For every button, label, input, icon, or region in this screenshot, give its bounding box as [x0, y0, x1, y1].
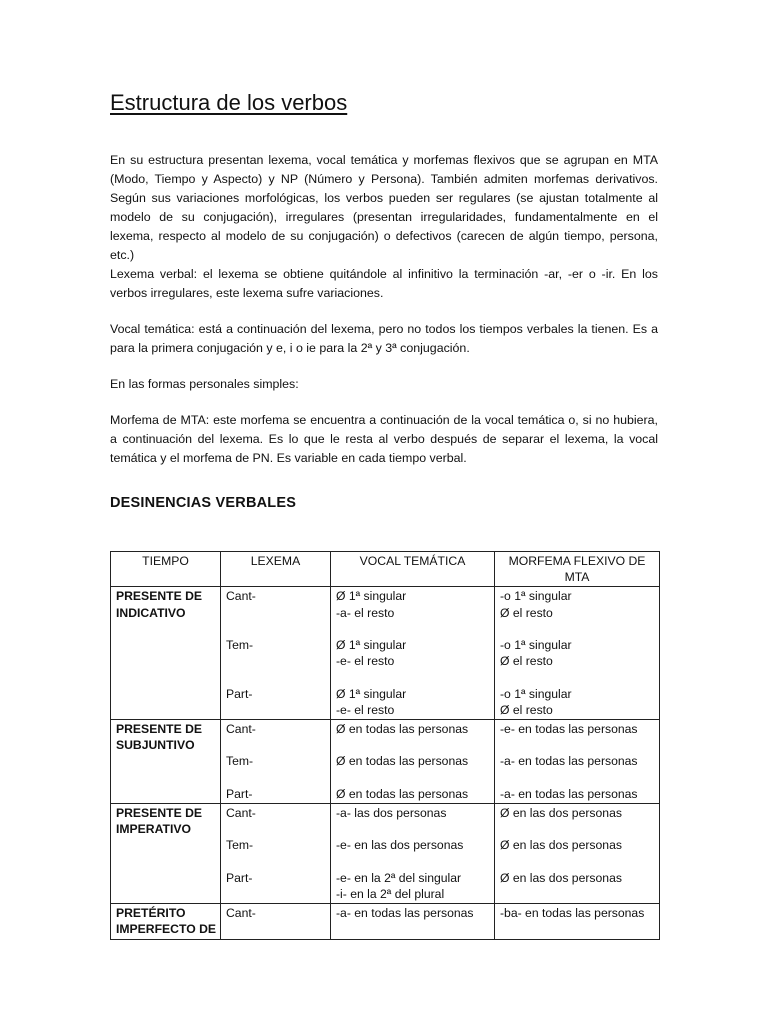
cell-line: Ø 1ª singular: [336, 589, 407, 604]
cell-line: Ø 1ª singular: [336, 686, 407, 701]
cell-line: [500, 854, 654, 870]
cell-line: [226, 770, 325, 786]
cell-line: -a- las dos personas: [336, 805, 447, 820]
cell-line: [336, 737, 489, 753]
cell-line: -a- en todas las personas: [500, 754, 638, 769]
table-row: [111, 803, 660, 903]
cell-vocal: [331, 720, 495, 804]
section-heading: DESINENCIAS VERBALES: [110, 495, 297, 511]
paragraph-structure: En su estructura presentan lexema, vocal temática y morfemas flexivos que se agrupan en MTA (Modo, Tiempo y Aspecto) y NP (Número y Persona). También admiten morfemas derivativos. Según sus variaciones morfológicas, los verbos pueden ser regulares (se ajustan totalmente al modelo de su conjugación), irregulares (presentan irregularidades, fundamentalmente en el lexema, respecto al modelo de su conjugación) o defectivos (carecen de algún tiempo, persona, etc.): [110, 153, 658, 262]
cell-lexema: [221, 587, 331, 720]
cell-tiempo: [111, 720, 221, 804]
cell-line: Ø 1ª singular: [336, 638, 407, 652]
table-row: [111, 904, 660, 939]
cell-line: Cant-: [226, 906, 256, 921]
cell-line: Cant-: [226, 805, 256, 820]
cell-line: [500, 770, 654, 786]
cell-line: [226, 669, 325, 685]
cell-tiempo: [111, 904, 221, 939]
cell-line: [226, 621, 325, 637]
cell-morfema: [495, 904, 660, 939]
table-row: [111, 587, 660, 720]
cell-line: Ø en todas las personas: [336, 754, 469, 769]
cell-vocal: [331, 803, 495, 903]
cell-line: [336, 821, 489, 837]
cell-line: Tem-: [226, 838, 254, 853]
cell-line: PRESENTE DE: [116, 805, 203, 820]
cell-lexema: [221, 720, 331, 804]
cell-line: [226, 605, 325, 621]
cell-line: Ø el resto: [500, 605, 553, 620]
paragraph-lexema: Lexema verbal: el lexema se obtiene quitándole al infinitivo la terminación -ar, -er o -ir. En los verbos irregulares, este lexema sufre variaciones.: [110, 267, 658, 300]
cell-tiempo: [111, 803, 221, 903]
table-row: [111, 720, 660, 804]
desinencias-table: [110, 551, 660, 940]
cell-line: -a- en todas las personas: [336, 906, 474, 921]
cell-line: -a- el resto: [336, 605, 395, 620]
cell-tiempo: [111, 587, 221, 720]
cell-lexema: [221, 904, 331, 939]
header-vocal: VOCAL TEMÁTICA: [331, 552, 495, 587]
body-text: [110, 151, 658, 468]
cell-line: Ø en las dos personas: [500, 838, 622, 853]
header-tiempo: TIEMPO: [111, 552, 221, 587]
cell-line: [226, 653, 325, 669]
cell-line: -e- el resto: [336, 654, 395, 669]
cell-line: Ø en las dos personas: [500, 805, 622, 820]
table-body: [111, 587, 660, 939]
cell-line: -o 1ª singular: [500, 638, 572, 652]
cell-line: -ba- en todas las personas: [500, 906, 645, 921]
cell-line: [500, 621, 654, 637]
cell-vocal: [331, 587, 495, 720]
cell-line: [336, 854, 489, 870]
cell-line: [500, 821, 654, 837]
cell-line: -e- en la 2ª del singular: [336, 870, 462, 885]
cell-vocal: [331, 904, 495, 939]
cell-line: Part-: [226, 870, 253, 885]
cell-line: -o 1ª singular: [500, 589, 572, 604]
cell-lexema: [221, 803, 331, 903]
cell-morfema: [495, 587, 660, 720]
paragraph-formas-personales: En las formas personales simples:: [110, 377, 299, 391]
cell-line: [336, 621, 489, 637]
table-header-row: [111, 552, 660, 587]
cell-morfema: [495, 720, 660, 804]
cell-line: [336, 669, 489, 685]
cell-line: Ø el resto: [500, 654, 553, 669]
header-lexema: LEXEMA: [221, 552, 331, 587]
cell-line: [226, 821, 325, 837]
cell-line: Ø en todas las personas: [336, 722, 469, 736]
cell-line: PRESENTE DE: [116, 722, 203, 736]
cell-line: IMPERFECTO DE: [116, 922, 216, 937]
cell-line: Part-: [226, 786, 253, 801]
cell-line: [500, 737, 654, 753]
cell-line: -e- el resto: [336, 702, 395, 717]
cell-line: [336, 770, 489, 786]
cell-line: [226, 737, 325, 753]
cell-line: -i- en la 2ª del plural: [336, 886, 445, 901]
cell-line: -e- en todas las personas: [500, 722, 638, 736]
cell-line: [500, 669, 654, 685]
cell-line: -e- en las dos personas: [336, 838, 464, 853]
cell-line: PRESENTE DE: [116, 589, 203, 604]
cell-line: Ø en todas las personas: [336, 786, 469, 801]
cell-line: Tem-: [226, 754, 254, 769]
cell-line: PRETÉRITO: [116, 906, 186, 921]
cell-line: -o 1ª singular: [500, 686, 572, 701]
cell-line: Cant-: [226, 589, 256, 604]
cell-line: INDICATIVO: [116, 605, 186, 620]
paragraph-vocal-tematica: Vocal temática: está a continuación del lexema, pero no todos los tiempos verbales la tienen. Es a para la primera conjugación y e, i o ie para la 2ª y 3ª conjugación.: [110, 322, 658, 355]
cell-morfema: [495, 803, 660, 903]
cell-line: IMPERATIVO: [116, 822, 191, 837]
cell-line: [226, 854, 325, 870]
cell-line: Cant-: [226, 722, 256, 736]
cell-line: Ø el resto: [500, 702, 553, 717]
cell-line: SUBJUNTIVO: [116, 738, 195, 753]
cell-line: -a- en todas las personas: [500, 786, 638, 801]
header-morfema: MORFEMA FLEXIVO DE MTA: [495, 552, 660, 587]
cell-line: Part-: [226, 686, 253, 701]
cell-line: Ø en las dos personas: [500, 870, 622, 885]
document-title: Estructura de los verbos: [110, 90, 348, 115]
paragraph-morfema-mta: Morfema de MTA: este morfema se encuentra a continuación de la vocal temática o, si no hubiera, a continuación del lexema. Es lo que le resta al verbo después de separar el lexema, la vocal temática y el morfema de PN. Es variable en cada tiempo verbal.: [110, 413, 658, 465]
cell-line: Tem-: [226, 637, 254, 652]
